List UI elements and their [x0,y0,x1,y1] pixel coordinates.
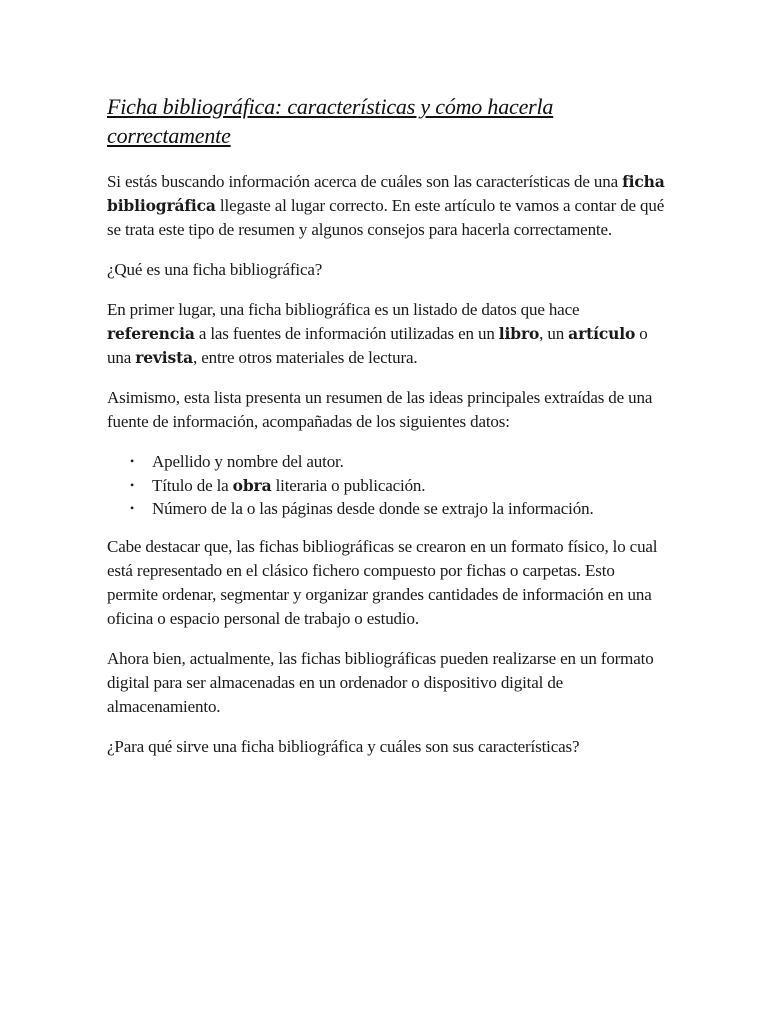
bold-term-referencia: referencia [107,324,195,343]
intro-text-a: Si estás buscando información acerca de cuáles son las características de una [107,172,623,191]
document-page [107,92,667,775]
bullet-icon: • [130,501,135,515]
bullet-icon: • [130,454,135,468]
intro-paragraph [107,170,667,242]
physical-format-paragraph: Cabe destacar que, las fichas bibliográficas se crearon en un formato físico, lo cual está representado en el clásico fichero compuesto por fichas o carpetas. Esto permite ordenar, segmentar y organizar grandes cantidades de información en una oficina o espacio personal de trabajo o estudio. [107,536,658,628]
question-heading-1: ¿Qué es una ficha bibliográfica? [107,260,323,279]
question-heading-2: ¿Para qué sirve una ficha bibliográfica y cuáles son sus características? [107,736,580,756]
definition-text-f: , entre otros materiales de lectura. [193,348,418,367]
bullet-icon: • [130,477,135,492]
definition-text-e: o una [107,324,648,367]
definition-text-a: En primer lugar, una ficha bibliográfica es un listado de datos que hace [107,300,580,319]
definition-text-d: , un [539,324,569,343]
bold-term-obra: obra [232,475,272,495]
document-title: Ficha bibliográfica: características y cómo hacerla correctamente [107,94,554,148]
digital-format-paragraph: Ahora bien, actualmente, las fichas bibliográficas pueden realizarse en un formato digital para ser almacenadas en un ordenador o dispositivo digital de almacenamiento. [107,648,654,716]
bold-term-libro: libro [498,324,540,343]
list-item-text-a: Título de la [152,475,233,495]
intro-text-c: llegaste al lugar correcto. En este artículo te vamos a contar de qué se trata este tipo de resumen y algunos consejos para hacerla correctamente. [107,196,665,239]
bold-term-ficha: ficha bibliográfica [107,172,665,215]
summary-paragraph: Asimismo, esta lista presenta un resumen de las ideas principales extraídas de una fuente de información, acompañadas de los siguientes datos: [107,388,653,431]
definition-paragraph [107,298,667,370]
data-list [107,450,667,521]
bold-term-revista: revista [135,348,194,367]
definition-text-c: a las fuentes de información utilizadas en un [194,324,499,343]
list-item [130,474,667,498]
list-item [130,450,667,474]
list-item-text: Apellido y nombre del autor. [152,452,344,471]
list-item [130,497,667,521]
bold-term-articulo: artículo [568,324,636,343]
list-item-text: Número de la o las páginas desde donde se extrajo la información. [152,499,594,518]
list-item-text-c: literaria o publicación. [271,475,426,495]
